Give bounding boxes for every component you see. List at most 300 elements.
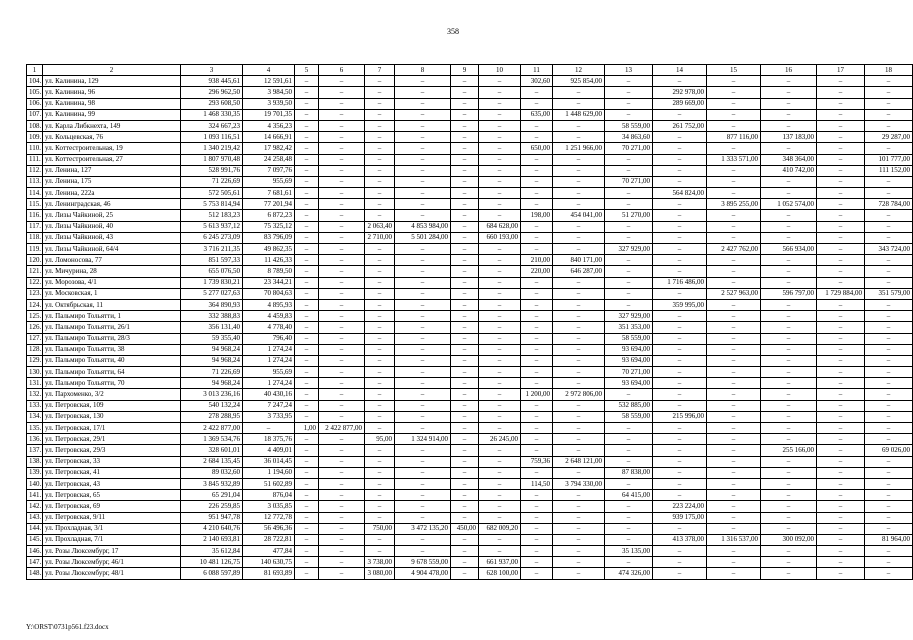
value-cell: 71 226,69: [181, 176, 243, 187]
value-cell: –: [319, 378, 365, 389]
value-cell: –: [761, 490, 817, 501]
value-cell: 413 378,00: [653, 534, 707, 545]
value-cell: 83 796,09: [243, 232, 295, 243]
value-cell: –: [707, 188, 761, 199]
value-cell: 2 527 963,00: [707, 288, 761, 299]
value-cell: –: [707, 98, 761, 109]
row-number-cell: 118.: [27, 232, 43, 243]
column-header: 16: [761, 65, 817, 76]
value-cell: –: [395, 311, 451, 322]
value-cell: –: [817, 411, 865, 422]
value-cell: –: [365, 120, 395, 131]
value-cell: –: [395, 277, 451, 288]
value-cell: 223 224,00: [653, 501, 707, 512]
value-cell: 3 733,95: [243, 411, 295, 422]
value-cell: –: [479, 400, 521, 411]
value-cell: –: [707, 76, 761, 87]
value-cell: –: [521, 434, 553, 445]
value-cell: –: [479, 165, 521, 176]
value-cell: –: [707, 411, 761, 422]
value-cell: –: [295, 299, 319, 310]
value-cell: 56 496,36: [243, 523, 295, 534]
value-cell: –: [451, 266, 479, 277]
value-cell: –: [865, 109, 913, 120]
value-cell: –: [707, 333, 761, 344]
value-cell: 8 789,50: [243, 266, 295, 277]
value-cell: –: [319, 546, 365, 557]
value-cell: –: [319, 355, 365, 366]
value-cell: 450,00: [451, 523, 479, 534]
value-cell: –: [451, 512, 479, 523]
value-cell: –: [707, 120, 761, 131]
value-cell: –: [865, 143, 913, 154]
value-cell: –: [295, 367, 319, 378]
value-cell: –: [707, 277, 761, 288]
value-cell: –: [451, 221, 479, 232]
value-cell: –: [761, 176, 817, 187]
table-row: [27, 98, 913, 109]
value-cell: –: [761, 333, 817, 344]
value-cell: –: [761, 221, 817, 232]
value-cell: 70 271,00: [605, 367, 653, 378]
value-cell: –: [817, 87, 865, 98]
address-cell: ул. Карла Либкнехта, 149: [43, 120, 181, 131]
value-cell: –: [605, 109, 653, 120]
value-cell: –: [479, 109, 521, 120]
value-cell: –: [521, 467, 553, 478]
value-cell: 296 962,50: [181, 87, 243, 98]
value-cell: –: [295, 568, 319, 579]
address-cell: ул. Розы Люксембург, 48/1: [43, 568, 181, 579]
value-cell: –: [319, 501, 365, 512]
value-cell: –: [865, 322, 913, 333]
address-cell: ул. Коттестроительная, 19: [43, 143, 181, 154]
row-number-cell: 106.: [27, 98, 43, 109]
value-cell: –: [365, 76, 395, 87]
value-cell: 596 797,00: [761, 288, 817, 299]
table-body: [27, 76, 913, 579]
value-cell: –: [605, 478, 653, 489]
row-number-cell: 108.: [27, 120, 43, 131]
address-cell: ул. Петровская, 9/11: [43, 512, 181, 523]
value-cell: –: [605, 512, 653, 523]
value-cell: 111 152,00: [865, 165, 913, 176]
value-cell: –: [605, 255, 653, 266]
value-cell: –: [451, 389, 479, 400]
value-cell: –: [319, 534, 365, 545]
value-cell: –: [865, 311, 913, 322]
value-cell: –: [365, 143, 395, 154]
value-cell: –: [817, 165, 865, 176]
value-cell: 650,00: [521, 143, 553, 154]
value-cell: 628 100,00: [479, 568, 521, 579]
value-cell: –: [553, 199, 605, 210]
table-row: [27, 367, 913, 378]
value-cell: –: [395, 389, 451, 400]
table-row: [27, 355, 913, 366]
value-cell: 572 505,61: [181, 188, 243, 199]
value-cell: 1 807 970,48: [181, 154, 243, 165]
value-cell: –: [521, 132, 553, 143]
value-cell: –: [319, 109, 365, 120]
value-cell: –: [319, 434, 365, 445]
value-cell: –: [605, 232, 653, 243]
value-cell: –: [295, 221, 319, 232]
value-cell: 94 968,24: [181, 355, 243, 366]
value-cell: –: [605, 266, 653, 277]
value-cell: –: [553, 344, 605, 355]
column-header: 7: [365, 65, 395, 76]
value-cell: –: [451, 557, 479, 568]
value-cell: –: [295, 98, 319, 109]
value-cell: –: [295, 120, 319, 131]
value-cell: –: [707, 232, 761, 243]
value-cell: –: [521, 333, 553, 344]
table-row: [27, 154, 913, 165]
value-cell: –: [451, 98, 479, 109]
value-cell: 7 097,76: [243, 165, 295, 176]
value-cell: –: [553, 288, 605, 299]
value-cell: –: [817, 423, 865, 434]
value-cell: –: [479, 87, 521, 98]
value-cell: 528 991,76: [181, 165, 243, 176]
value-cell: –: [365, 445, 395, 456]
row-number-cell: 119.: [27, 244, 43, 255]
value-cell: –: [319, 344, 365, 355]
table-row: [27, 143, 913, 154]
value-cell: –: [295, 244, 319, 255]
table-row: [27, 512, 913, 523]
column-header: 12: [553, 65, 605, 76]
value-cell: –: [521, 188, 553, 199]
value-cell: –: [761, 423, 817, 434]
value-cell: –: [761, 210, 817, 221]
value-cell: –: [707, 378, 761, 389]
value-cell: –: [553, 98, 605, 109]
value-cell: 70 271,00: [605, 176, 653, 187]
value-cell: –: [761, 512, 817, 523]
value-cell: –: [451, 232, 479, 243]
value-cell: –: [295, 400, 319, 411]
value-cell: –: [865, 400, 913, 411]
value-cell: 5 501 284,00: [395, 232, 451, 243]
value-cell: –: [865, 232, 913, 243]
value-cell: 137 183,00: [761, 132, 817, 143]
value-cell: 410 742,00: [761, 165, 817, 176]
value-cell: –: [521, 490, 553, 501]
address-cell: ул. Лизы Чайкиной, 25: [43, 210, 181, 221]
value-cell: –: [761, 299, 817, 310]
value-cell: –: [521, 154, 553, 165]
value-cell: 71 226,69: [181, 367, 243, 378]
value-cell: –: [365, 277, 395, 288]
value-cell: 6 245 273,09: [181, 232, 243, 243]
address-cell: ул. Петровская, 41: [43, 467, 181, 478]
table-row: [27, 333, 913, 344]
row-number-cell: 109.: [27, 132, 43, 143]
row-number-cell: 134.: [27, 411, 43, 422]
value-cell: –: [365, 467, 395, 478]
value-cell: –: [817, 557, 865, 568]
value-cell: –: [761, 478, 817, 489]
value-cell: –: [395, 143, 451, 154]
row-number-cell: 145.: [27, 534, 43, 545]
value-cell: –: [295, 322, 319, 333]
column-header: 18: [865, 65, 913, 76]
value-cell: –: [395, 87, 451, 98]
address-cell: ул. Петровская, 109: [43, 400, 181, 411]
value-cell: –: [605, 98, 653, 109]
value-cell: –: [865, 255, 913, 266]
value-cell: –: [817, 120, 865, 131]
value-cell: –: [553, 423, 605, 434]
value-cell: –: [365, 87, 395, 98]
value-cell: 64 415,00: [605, 490, 653, 501]
table-row: [27, 568, 913, 579]
value-cell: 750,00: [365, 523, 395, 534]
value-cell: –: [365, 355, 395, 366]
value-cell: –: [865, 546, 913, 557]
value-cell: 293 608,50: [181, 98, 243, 109]
value-cell: –: [653, 232, 707, 243]
row-number-cell: 139.: [27, 467, 43, 478]
value-cell: –: [605, 165, 653, 176]
value-cell: –: [865, 557, 913, 568]
column-header: 6: [319, 65, 365, 76]
value-cell: 7 247,24: [243, 400, 295, 411]
value-cell: 343 724,00: [865, 244, 913, 255]
value-cell: –: [479, 143, 521, 154]
value-cell: –: [761, 411, 817, 422]
value-cell: –: [761, 120, 817, 131]
address-cell: ул. Пальмиро Тольятти, 38: [43, 344, 181, 355]
value-cell: –: [451, 311, 479, 322]
value-cell: –: [395, 534, 451, 545]
address-cell: ул. Петровская, 43: [43, 478, 181, 489]
value-cell: 454 041,00: [553, 210, 605, 221]
column-header: 3: [181, 65, 243, 76]
value-cell: –: [479, 501, 521, 512]
value-cell: –: [761, 98, 817, 109]
value-cell: –: [521, 557, 553, 568]
value-cell: 4 459,83: [243, 311, 295, 322]
value-cell: 3 939,50: [243, 98, 295, 109]
value-cell: –: [395, 132, 451, 143]
value-cell: –: [479, 277, 521, 288]
value-cell: –: [295, 546, 319, 557]
value-cell: –: [553, 355, 605, 366]
value-cell: –: [451, 299, 479, 310]
value-cell: –: [553, 467, 605, 478]
value-cell: –: [521, 322, 553, 333]
row-number-cell: 114.: [27, 188, 43, 199]
value-cell: 682 009,20: [479, 523, 521, 534]
value-cell: 17 982,42: [243, 143, 295, 154]
value-cell: –: [605, 87, 653, 98]
value-cell: –: [319, 456, 365, 467]
value-cell: 101 777,00: [865, 154, 913, 165]
value-cell: –: [817, 501, 865, 512]
column-header: 5: [295, 65, 319, 76]
value-cell: –: [451, 188, 479, 199]
table-row: [27, 557, 913, 568]
value-cell: –: [295, 232, 319, 243]
value-cell: –: [653, 568, 707, 579]
value-cell: –: [865, 456, 913, 467]
value-cell: –: [319, 557, 365, 568]
row-number-cell: 121.: [27, 266, 43, 277]
value-cell: 70 804,63: [243, 288, 295, 299]
value-cell: 939 175,00: [653, 512, 707, 523]
value-cell: –: [707, 512, 761, 523]
value-cell: –: [479, 490, 521, 501]
value-cell: –: [653, 221, 707, 232]
value-cell: –: [521, 411, 553, 422]
value-cell: –: [451, 109, 479, 120]
value-cell: –: [865, 176, 913, 187]
value-cell: –: [653, 355, 707, 366]
row-number-cell: 116.: [27, 210, 43, 221]
value-cell: –: [653, 132, 707, 143]
address-cell: ул. Петровская, 65: [43, 490, 181, 501]
address-cell: ул. Кольцевская, 76: [43, 132, 181, 143]
value-cell: –: [395, 109, 451, 120]
value-cell: 198,00: [521, 210, 553, 221]
value-cell: 3 035,85: [243, 501, 295, 512]
value-cell: –: [319, 255, 365, 266]
value-cell: 302,60: [521, 76, 553, 87]
value-cell: 58 559,00: [605, 120, 653, 131]
value-cell: –: [395, 344, 451, 355]
value-cell: 300 092,00: [761, 534, 817, 545]
value-cell: –: [479, 266, 521, 277]
value-cell: –: [295, 467, 319, 478]
value-cell: –: [553, 120, 605, 131]
table-row: [27, 210, 913, 221]
value-cell: 4 356,23: [243, 120, 295, 131]
table-header: [27, 65, 913, 76]
value-cell: 261 752,00: [653, 120, 707, 131]
value-cell: 1 316 537,00: [707, 534, 761, 545]
value-cell: –: [295, 378, 319, 389]
value-cell: –: [319, 523, 365, 534]
value-cell: –: [707, 523, 761, 534]
value-cell: –: [319, 288, 365, 299]
value-cell: –: [395, 400, 451, 411]
value-cell: –: [395, 199, 451, 210]
value-cell: –: [707, 210, 761, 221]
address-cell: ул. Петровская, 130: [43, 411, 181, 422]
value-cell: 2 422 877,00: [319, 423, 365, 434]
value-cell: –: [451, 255, 479, 266]
value-cell: –: [865, 120, 913, 131]
value-cell: –: [817, 143, 865, 154]
value-cell: 327 929,00: [605, 244, 653, 255]
value-cell: –: [817, 344, 865, 355]
value-cell: –: [319, 188, 365, 199]
value-cell: –: [817, 512, 865, 523]
value-cell: 94 968,24: [181, 344, 243, 355]
row-number-cell: 117.: [27, 221, 43, 232]
address-cell: ул. Калинина, 98: [43, 98, 181, 109]
value-cell: –: [553, 221, 605, 232]
value-cell: –: [865, 98, 913, 109]
value-cell: –: [395, 244, 451, 255]
value-cell: –: [365, 378, 395, 389]
value-cell: –: [761, 434, 817, 445]
value-cell: –: [817, 188, 865, 199]
value-cell: –: [653, 389, 707, 400]
row-number-cell: 107.: [27, 109, 43, 120]
table-row: [27, 389, 913, 400]
row-number-cell: 132.: [27, 389, 43, 400]
value-cell: –: [295, 165, 319, 176]
value-cell: –: [365, 512, 395, 523]
value-cell: –: [521, 355, 553, 366]
value-cell: –: [817, 445, 865, 456]
value-cell: 2 063,40: [365, 221, 395, 232]
address-cell: ул. Пальмиро Тольятти, 70: [43, 378, 181, 389]
value-cell: –: [653, 557, 707, 568]
value-cell: –: [295, 501, 319, 512]
value-cell: –: [365, 333, 395, 344]
value-cell: –: [817, 266, 865, 277]
value-cell: 24 258,48: [243, 154, 295, 165]
value-cell: 540 132,24: [181, 400, 243, 411]
value-cell: 93 694,00: [605, 355, 653, 366]
value-cell: –: [521, 546, 553, 557]
value-cell: –: [479, 389, 521, 400]
value-cell: –: [319, 568, 365, 579]
value-cell: –: [395, 378, 451, 389]
column-header: 1: [27, 65, 43, 76]
table-row: [27, 232, 913, 243]
value-cell: –: [553, 568, 605, 579]
value-cell: –: [553, 557, 605, 568]
value-cell: –: [761, 523, 817, 534]
row-number-cell: 147.: [27, 557, 43, 568]
value-cell: –: [817, 490, 865, 501]
value-cell: –: [605, 557, 653, 568]
address-cell: ул. Ленина, 175: [43, 176, 181, 187]
value-cell: –: [707, 266, 761, 277]
value-cell: –: [451, 367, 479, 378]
address-cell: ул. Прохладная, 3/1: [43, 523, 181, 534]
value-cell: 1 200,00: [521, 389, 553, 400]
value-cell: –: [451, 478, 479, 489]
value-cell: –: [319, 165, 365, 176]
value-cell: –: [553, 546, 605, 557]
value-cell: –: [479, 210, 521, 221]
value-cell: –: [395, 322, 451, 333]
value-cell: –: [553, 367, 605, 378]
value-cell: –: [365, 423, 395, 434]
table-row: [27, 277, 913, 288]
value-cell: –: [817, 523, 865, 534]
address-cell: ул. Калинина, 129: [43, 76, 181, 87]
value-cell: 356 131,40: [181, 322, 243, 333]
value-cell: –: [553, 534, 605, 545]
value-cell: –: [319, 87, 365, 98]
address-cell: ул. Петровская, 69: [43, 501, 181, 512]
value-cell: 851 597,33: [181, 255, 243, 266]
value-cell: –: [653, 456, 707, 467]
table-row: [27, 378, 913, 389]
value-cell: 728 784,00: [865, 199, 913, 210]
address-cell: ул. Пальмиро Тольятти, 28/3: [43, 333, 181, 344]
value-cell: –: [451, 76, 479, 87]
value-cell: –: [319, 176, 365, 187]
